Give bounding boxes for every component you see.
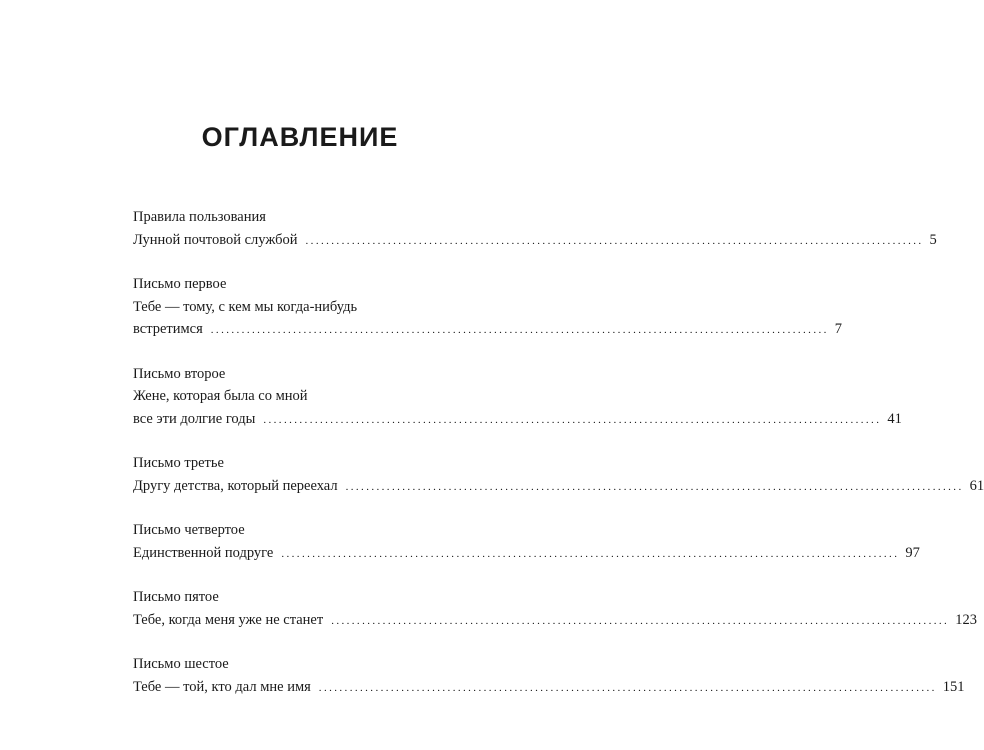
entry-heading: Письмо второе (133, 365, 226, 382)
toc-entry (133, 519, 920, 564)
toc-entry (133, 363, 902, 431)
page-number: 7 (834, 321, 843, 337)
table-of-contents (133, 206, 984, 720)
entry-title: Другу детства, который переехал (133, 477, 338, 494)
page-number: 151 (942, 678, 965, 695)
page-number: 61 (969, 477, 984, 494)
entry-heading: Письмо третье (133, 455, 224, 471)
page-number: 5 (929, 231, 937, 248)
entry-leader-line (133, 229, 937, 252)
page-number: 97 (905, 544, 920, 561)
entry-heading: Письмо четвертое (133, 522, 245, 538)
entry-heading: Письмо шестое (133, 656, 229, 672)
dot-leader: ........................................................................................................................ (210, 324, 829, 336)
entry-leader-line (133, 408, 902, 431)
entry-title: Тебе, когда меня уже не станет (133, 611, 324, 628)
toc-entry (133, 273, 843, 341)
toc-entry (133, 452, 984, 497)
toc-entry (133, 206, 937, 251)
entry-title: все эти долгие годы (133, 410, 256, 427)
dot-leader: ........................................................................................................................ (281, 547, 900, 560)
entry-leader-line (133, 542, 920, 565)
entry-title: Единственной подруге (133, 544, 274, 561)
entry-heading: Письмо пятое (133, 589, 219, 605)
page-number: 123 (955, 611, 977, 628)
entry-subtitle: Тебе — тому, с кем мы когда-нибудь (133, 298, 358, 315)
entry-title: Тебе — той, кто дал мне имя (133, 678, 311, 695)
dot-leader: ........................................................................................................................ (305, 234, 924, 247)
entry-subtitle: Жене, которая была со мной (133, 388, 308, 404)
page-title: ОГЛАВЛЕНИЕ (201, 122, 399, 152)
dot-leader: ........................................................................................................................ (331, 614, 950, 627)
entry-title: встретимся (133, 321, 203, 337)
entry-leader-line (133, 676, 965, 699)
dot-leader: ........................................................................................................................ (318, 681, 937, 694)
toc-entry (133, 586, 977, 631)
entry-leader-line (133, 318, 843, 341)
page-number: 41 (887, 410, 902, 427)
entry-title: Лунной почтовой службой (133, 231, 298, 248)
entry-heading: Письмо первое (133, 276, 227, 292)
dot-leader: ........................................................................................................................ (345, 480, 964, 493)
entry-leader-line (133, 609, 977, 632)
toc-entry (133, 653, 965, 698)
entry-leader-line (133, 475, 984, 498)
dot-leader: ........................................................................................................................ (263, 413, 882, 426)
entry-heading: Правила пользования (133, 209, 266, 225)
